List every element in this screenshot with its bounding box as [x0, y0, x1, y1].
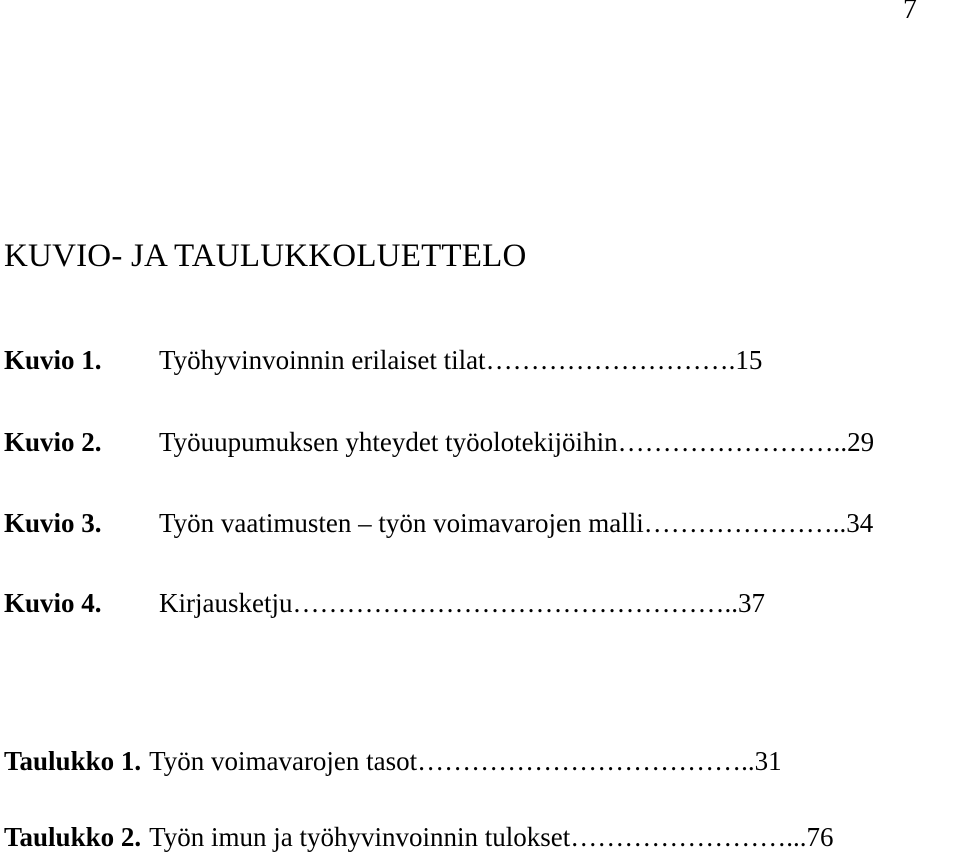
figure-entry-3: [4, 508, 958, 542]
table-label: Taulukko 1.: [4, 746, 142, 776]
figure-entry-1: [4, 345, 958, 379]
table-label: Taulukko 2.: [4, 822, 142, 852]
figure-entry-2: [4, 427, 958, 461]
figure-title: Työuupumuksen yhteydet työolotekijöihin: [159, 427, 618, 457]
leader-dots: …………………………………………..: [292, 588, 738, 618]
table-title: Työn voimavarojen tasot: [149, 746, 418, 776]
figure-page: 34: [846, 508, 874, 538]
leader-dots: ……………………….: [485, 345, 736, 375]
figure-label: Kuvio 4.: [4, 588, 102, 618]
table-entry-2: [4, 822, 958, 856]
table-page: 31: [754, 746, 782, 776]
page-number: 7: [903, 0, 917, 25]
figure-page: 37: [737, 588, 765, 618]
figure-title: Työn vaatimusten – työn voimavarojen malli: [159, 508, 644, 538]
list-heading: KUVIO- JA TAULUKKOLUETTELO: [4, 238, 527, 274]
leader-dots: ……………………...: [570, 822, 807, 852]
figure-entry-4: [4, 588, 958, 622]
table-title: Työn imun ja työhyvinvoinnin tulokset: [149, 822, 571, 852]
leader-dots: ……………………..: [617, 427, 848, 457]
figure-page: 29: [847, 427, 875, 457]
figure-label: Kuvio 1.: [4, 345, 102, 375]
figure-title: Kirjausketju: [159, 588, 293, 618]
leader-dots: ………………………………..: [417, 746, 755, 776]
figure-title: Työhyvinvoinnin erilaiset tilat: [159, 345, 486, 375]
table-page: 76: [806, 822, 834, 852]
table-entry-1: [4, 746, 958, 780]
figure-label: Kuvio 2.: [4, 427, 102, 457]
leader-dots: …………………..: [643, 508, 847, 538]
figure-page: 15: [735, 345, 763, 375]
figure-label: Kuvio 3.: [4, 508, 102, 538]
